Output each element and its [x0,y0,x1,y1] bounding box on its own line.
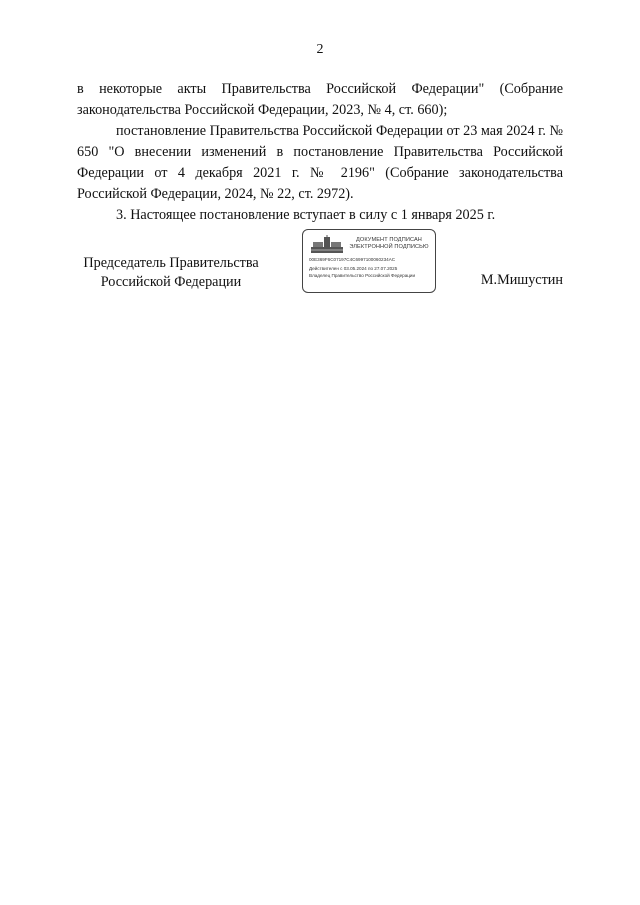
stamp-title-line2: ЭЛЕКТРОННОЙ ПОДПИСЬЮ [349,244,429,250]
signatory-position [77,254,265,292]
electronic-signature-stamp [302,229,436,293]
document-body [77,79,563,226]
signatory-position-line2: Российской Федерации [100,274,242,290]
stamp-title-line1: ДОКУМЕНТ ПОДПИСАН [356,237,422,243]
signatory-position-line1: Председатель Правительства [83,255,259,271]
stamp-owner: Владелец Правительство Российской Федерации [309,273,416,278]
paragraph-continuation: в некоторые акты Правительства Российской Федерации" (Собрание законодательства Российской Федерации, 2023, № 4, ст. 660); [77,81,563,118]
paragraph-resolution-650: постановление Правительства Российской Федерации от 23 мая 2024 г. № 650 "О внесении изменений в постановление Правительства Российской Федерации от 4 декабря 2021 г. № 2196" (Собрание законодательства Российской Федерации, 2024, № 22, ст. 2972). [77,123,563,202]
stamp-title [343,237,435,251]
signatory-name: М.Мишустин [480,272,563,288]
stamp-certificate: 00E369F6C07197C4C6997100060234AC [309,257,396,262]
coat-of-arms-icon [309,235,345,255]
paragraph-effective-date: 3. Настоящее постановление вступает в силу с 1 января 2025 г. [116,207,496,223]
stamp-validity: Действителен с 03.05.2024 по 27.07.2025 [309,266,398,271]
page-number: 2 [316,42,324,57]
